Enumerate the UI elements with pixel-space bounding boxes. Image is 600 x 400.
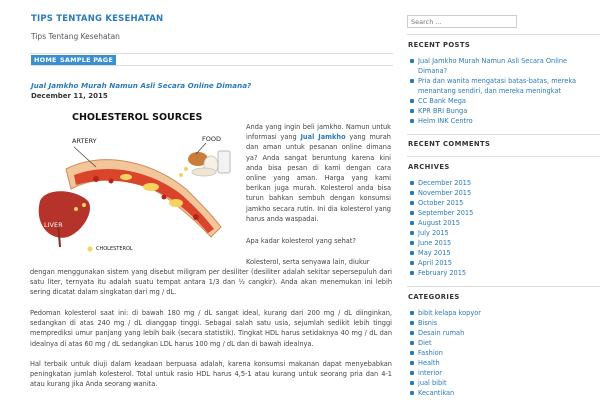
nav-item-home[interactable]: HOME (31, 55, 60, 65)
archive-item[interactable]: December 2015 (408, 178, 594, 188)
archives-list (408, 178, 594, 278)
archive-item[interactable]: May 2015 (408, 248, 594, 258)
category-item[interactable]: bibit kelapa kopyor (408, 308, 594, 318)
label-liver: LIVER (44, 221, 63, 229)
categories-title: CATEGORIES (408, 293, 460, 301)
category-item[interactable]: Fashion (408, 348, 594, 358)
cholesterol-drawing (36, 109, 236, 257)
paragraph-1-side: Kolesterol, serta senyawa lain, diukur (246, 258, 370, 266)
search-input[interactable] (407, 15, 517, 28)
paragraph-2: Pedoman kolesterol saat ini: di bawah 180 mg / dL sangat ideal, kurang dari 200 mg / dL diinginkan, sedangkan di atas 240 mg / dL dianggap tinggi. Sebagai salah satu usia, sejumlah sedikit lebih tinggi memprediksi umur panjang yang lebih baik (secara statistik). Tingkat HDL harus setidaknya 40 mg / dL dan idealnya di atas 60 mg / dL sedangkan LDL harus 100 mg / dL dan di bawah idealnya. (30, 309, 392, 348)
archive-item[interactable]: April 2015 (408, 258, 594, 268)
site-title[interactable]: TIPS TENTANG KESEHATAN (31, 14, 164, 24)
recent-post-item[interactable]: CC Bank Mega (408, 96, 594, 106)
post-title[interactable]: Jual Jamkho Murah Namun Asli Secara Online Dimana? (31, 81, 252, 90)
category-item[interactable]: Health (408, 358, 594, 368)
intro-text-after: yang murah dan aman untuk pesanan online dimana ya? Anda sangat beruntung karena kini anda bisa pesan di kami dengan cara online yang aman. Harga yang kami berikan juga murah. Kolesterol anda bisa turun bahkan sembuh dengan konsumsi jamkho secara rutin. Ini dia kolesterol yang harus anda waspadai. (246, 133, 391, 223)
recent-posts-list (408, 56, 594, 126)
recent-post-item[interactable]: KPR BRI Bunga (408, 106, 594, 116)
label-food: FOOD (202, 135, 221, 143)
post-date: December 11, 2015 (31, 92, 108, 100)
main-nav (30, 53, 393, 66)
recent-posts-title: RECENT POSTS (408, 41, 471, 49)
category-item[interactable]: Desain rumah (408, 328, 594, 338)
jual-jamkho-link[interactable]: Jual Jamkho (300, 133, 346, 142)
label-artery: ARTERY (72, 137, 97, 145)
site-description: Tips Tentang Kesehatan (31, 32, 120, 41)
label-cholesterol: CHOLESTEROL (96, 246, 133, 252)
recent-post-item[interactable]: Pria dan wanita mengatasi batas-batas, mereka menantang sendiri, dan mereka meningkat (408, 76, 594, 96)
paragraph-3: Hal terbaik untuk diuji dalam keadaan berpuasa adalah, karena konsumsi makanan dapat menyebabkan peningkatan jumlah kolesterol. Total untuk rasio HDL harus 4,5-1 atau kurang untuk seorang pria dan 4-1 atau kurang jika Anda seorang wanita. (30, 360, 392, 389)
archive-item[interactable]: July 2015 (408, 228, 594, 238)
archive-item[interactable]: September 2015 (408, 208, 594, 218)
widget-divider (407, 34, 600, 35)
category-item[interactable]: Diet (408, 338, 594, 348)
question-heading: Apa kadar kolesterol yang sehat? (246, 237, 356, 245)
category-item[interactable]: Kecantikan (408, 388, 594, 398)
recent-post-item[interactable]: Helm INK Centro (408, 116, 594, 126)
category-item[interactable]: interior (408, 368, 594, 378)
archive-item[interactable]: June 2015 (408, 238, 594, 248)
archives-title: ARCHIVES (408, 163, 450, 171)
category-item[interactable]: jual bibit (408, 378, 594, 388)
figure-title: CHOLESTEROL SOURCES (72, 112, 203, 123)
category-item[interactable]: Bisnis (408, 318, 594, 328)
widget-divider (407, 156, 600, 157)
recent-comments-title: RECENT COMMENTS (408, 140, 491, 148)
archive-item[interactable]: October 2015 (408, 198, 594, 208)
nav-item-sample-page[interactable]: SAMPLE PAGE (57, 55, 116, 65)
paragraph-1: dengan menggunakan sistem yang disebut miligram per desiliter (desiliter adalah sekitar sepersepuluh dari satu liter, ternyata itu adalah suatu tempat antara 1/3 dan ½ cangkir). Anda akan menemukan ini lebih sering dicatat dalam singkatan dari mg / dL. (30, 268, 392, 297)
archive-item[interactable]: November 2015 (408, 188, 594, 198)
archive-item[interactable]: August 2015 (408, 218, 594, 228)
categories-list (408, 308, 594, 398)
widget-divider (407, 134, 600, 135)
intro-paragraph (246, 122, 391, 224)
cholesterol-illustration (36, 109, 236, 257)
archive-item[interactable]: February 2015 (408, 268, 594, 278)
widget-divider (407, 286, 600, 287)
intro-text-before: Anda yang ingin beli jamkho. Namun untuk informasi yang (246, 123, 391, 142)
recent-post-item[interactable]: Jual Jamkho Murah Namun Asli Secara Online Dimana? (408, 56, 594, 76)
